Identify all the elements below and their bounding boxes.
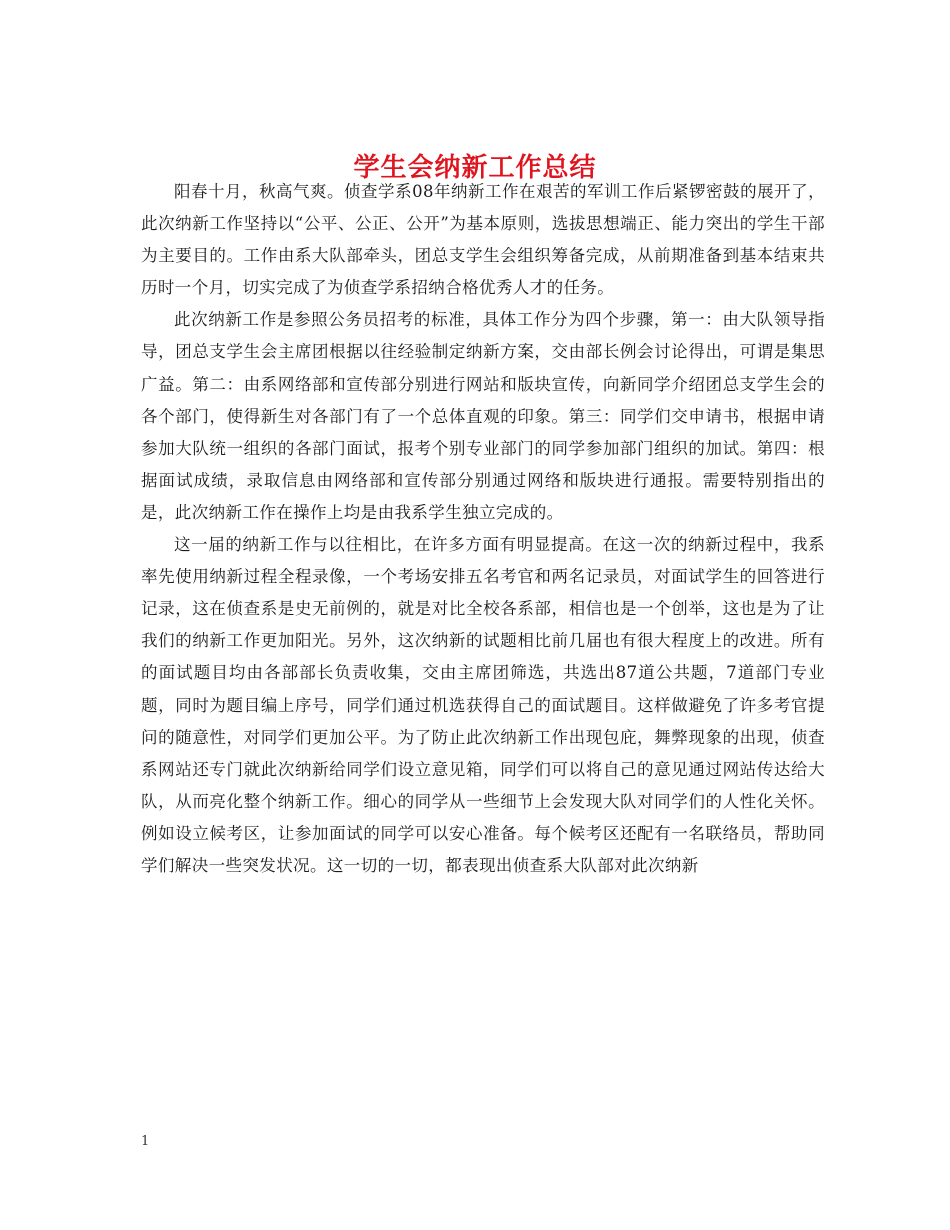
paragraph-2: 此次纳新工作是参照公务员招考的标准，具体工作分为四个步骤，第一：由大队领导指导，团总支学生会主席团根据以往经验制定纳新方案，交由部长例会讨论得出，可谓是集思广益。第二：由系网络部和宣传部分别进行网站和版块宣传，向新同学介绍团总支学生会的各个部门，使得新生对各部门有了一个总体直观的印象。第三：同学们交申请书，根据申请参加大队统一组织的各部门面试，报考个别专业部门的同学参加部门组织的加试。第四：根据面试成绩，录取信息由网络部和宣传部分别通过网络和版块进行通报。需要特别指出的是，此次纳新工作在操作上均是由我系学生独立完成的。 [141, 310, 825, 522]
paragraph-3: 这一届的纳新工作与以往相比，在许多方面有明显提高。在这一次的纳新过程中，我系率先使用纳新过程全程录像，一个考场安排五名考官和两名记录员，对面试学生的回答进行记录，这在侦查系是史无前例的，就是对比全校各系部，相信也是一个创举，这也是为了让我们的纳新工作更加阳光。另外，这次纳新的试题相比前几届也有很大程度上的改进。所有的面试题目均由各部部长负责收集，交由主席团筛选，共选出87道公共题，7道部门专业题，同时为题目编上序号，同学们通过机选获得自己的面试题目。这样做避免了许多考官提问的随意性，对同学们更加公平。为了防止此次纳新工作出现包庇，舞弊现象的出现，侦查系网站还专门就此次纳新给同学们设立意见箱，同学们可以将自己的意见通过网站传达给大队，从而亮化整个纳新工作。细心的同学从一些细节上会发现大队对同学们的人性化关怀。例如设立候考区，让参加面试的同学可以安心准备。每个候考区还配有一名联络员，帮助同学们解决一些突发状况。这一切的一切，都表现出侦查系大队部对此次纳新 [141, 535, 825, 875]
document-body [141, 176, 825, 882]
page-number: 1 [141, 1134, 150, 1149]
paragraph-1: 阳春十月，秋高气爽。侦查学系08年纳新工作在艰苦的军训工作后紧锣密鼓的展开了，此次纳新工作坚持以“公平、公正、公开”为基本原则，选拔思想端正、能力突出的学生干部为主要目的。工作由系大队部牵头，团总支学生会组织筹备完成，从前期准备到基本结束共历时一个月，切实完成了为侦查学系招纳合格优秀人才的任务。 [141, 182, 825, 298]
document-title: 学生会纳新工作总结 [353, 153, 597, 184]
